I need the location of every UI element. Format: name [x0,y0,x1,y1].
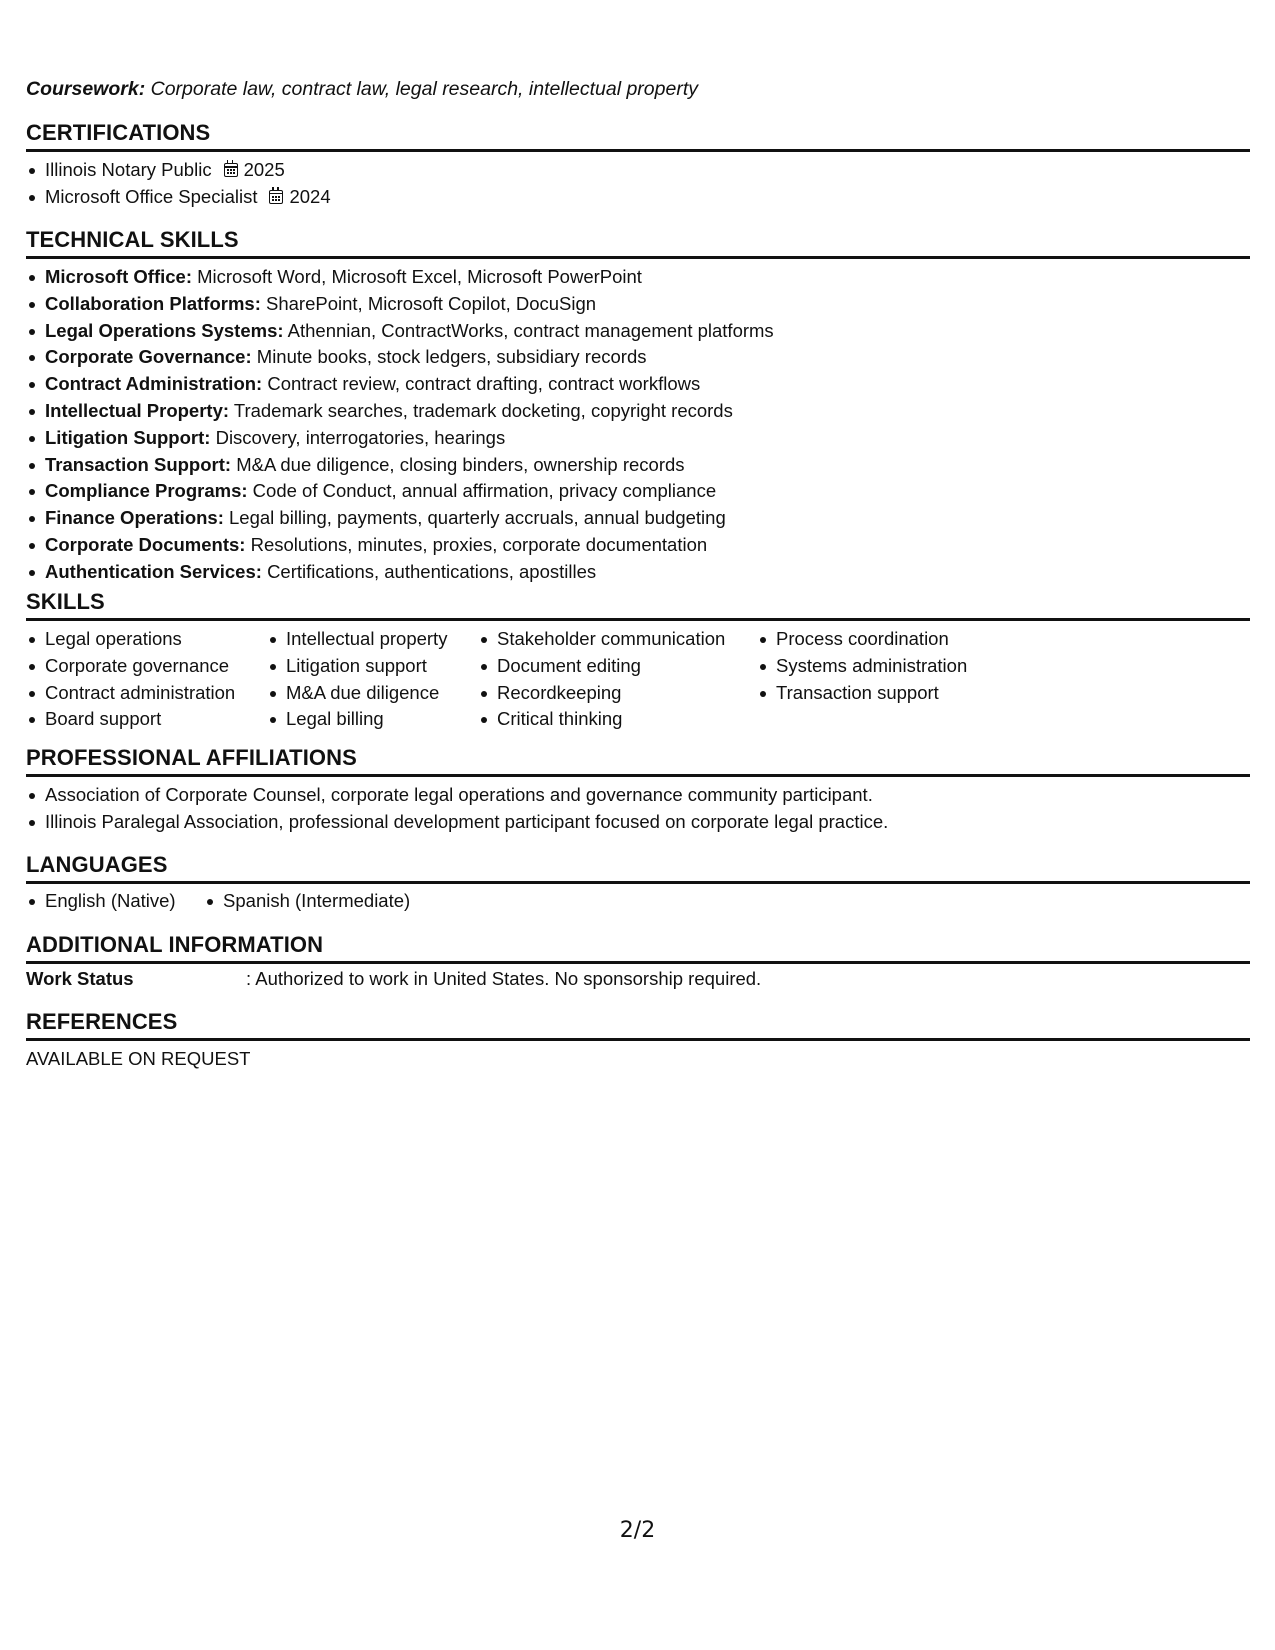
certification-year: 2024 [289,185,331,207]
certification-name: Illinois Notary Public [45,159,212,180]
coursework-text: Corporate law, contract law, legal research, intellectual property [150,78,698,100]
skill-item: Legal operations [26,626,235,653]
coursework-line [26,78,698,101]
calendar-icon [269,190,283,204]
certification-name: Microsoft Office Specialist [45,185,258,207]
technical-skill-label: Compliance Programs: [45,480,248,502]
certification-year: 2025 [243,159,285,180]
certifications-heading: CERTIFICATIONS [26,120,1250,152]
technical-skill-text: Trademark searches, trademark docketing, copyright records [233,399,733,421]
technical-skill-text: M&A due diligence, closing binders, ownership records [236,453,685,475]
technical-skill-item [26,344,774,371]
technical-skill-label: Finance Operations: [45,507,224,529]
skill-item: Intellectual property [267,626,447,653]
skill-item: Document editing [478,653,725,680]
additional-info-heading: ADDITIONAL INFORMATION [26,932,1250,964]
certifications-list [26,157,331,211]
technical-skill-text: Resolutions, minutes, proxies, corporate documentation [250,533,708,555]
work-status-label: Work Status [26,968,134,989]
skill-item: Board support [26,706,235,733]
technical-skills-list [26,264,774,586]
coursework-label: Coursework: [26,78,146,100]
affiliation-item: Association of Corporate Counsel, corporate legal operations and governance community participant. [26,782,888,809]
technical-skill-label: Corporate Documents: [45,533,246,555]
affiliations-list [26,782,888,836]
page-number: 2/2 [619,1518,656,1543]
technical-skill-text: Athennian, ContractWorks, contract management platforms [287,319,774,341]
technical-skill-text: Legal billing, payments, quarterly accruals, annual budgeting [229,507,726,529]
languages-list [26,888,434,915]
skill-item: Corporate governance [26,653,235,680]
technical-skill-text: Code of Conduct, annual affirmation, privacy compliance [252,480,717,502]
language-item: English (Native) [26,888,176,915]
skill-item: Systems administration [757,653,967,680]
technical-skill-item [26,291,774,318]
references-heading: REFERENCES [26,1009,1250,1041]
technical-skill-text: Discovery, interrogatories, hearings [215,426,506,448]
technical-skill-text: SharePoint, Microsoft Copilot, DocuSign [266,292,597,314]
skills-column-2 [267,626,447,733]
skill-item: Legal billing [267,706,447,733]
skill-item: Litigation support [267,653,447,680]
technical-skill-label: Contract Administration: [45,373,263,395]
certification-item [26,184,331,211]
technical-skill-item [26,398,774,425]
technical-skill-item [26,559,774,586]
technical-skill-text: Certifications, authentications, apostilles [267,560,597,582]
technical-skill-label: Intellectual Property: [45,399,230,421]
technical-skill-item [26,505,774,532]
technical-skill-text: Microsoft Word, Microsoft Excel, Microsoft PowerPoint [197,266,642,287]
calendar-icon [224,163,238,177]
technical-skill-item [26,318,774,345]
technical-skill-label: Microsoft Office: [45,266,192,287]
technical-skill-label: Collaboration Platforms: [45,292,261,314]
technical-skill-item [26,478,774,505]
technical-skill-label: Authentication Services: [45,560,262,582]
work-status-value: : Authorized to work in United States. No sponsorship required. [246,968,762,989]
affiliation-item: Illinois Paralegal Association, professional development participant focused on corporate legal practice. [26,809,888,836]
skill-item: Critical thinking [478,706,725,733]
work-status-row [26,968,1250,994]
technical-skill-item [26,532,774,559]
technical-skills-heading: TECHNICAL SKILLS [26,227,1250,259]
technical-skill-item [26,425,774,452]
skill-item: Contract administration [26,680,235,707]
skill-item: Process coordination [757,626,967,653]
skill-item: Transaction support [757,680,967,707]
references-text: AVAILABLE ON REQUEST [26,1048,251,1069]
technical-skill-text: Minute books, stock ledgers, subsidiary records [256,346,647,368]
skills-heading: SKILLS [26,589,1250,621]
languages-heading: LANGUAGES [26,852,1250,884]
technical-skill-item [26,264,774,291]
skill-item: M&A due diligence [267,680,447,707]
affiliations-heading: PROFESSIONAL AFFILIATIONS [26,745,1250,777]
technical-skill-text: Contract review, contract drafting, contract workflows [267,373,701,395]
skill-item: Stakeholder communication [478,626,725,653]
skill-item: Recordkeeping [478,680,725,707]
technical-skill-label: Litigation Support: [45,426,211,448]
skills-column-3 [478,626,725,733]
technical-skill-item [26,452,774,479]
technical-skill-label: Transaction Support: [45,453,232,475]
language-item: Spanish (Intermediate) [204,888,410,915]
skills-column-4 [757,626,967,706]
technical-skill-label: Legal Operations Systems: [45,319,284,341]
certification-item [26,157,331,184]
skills-column-1 [26,626,235,733]
technical-skill-item [26,371,774,398]
technical-skill-label: Corporate Governance: [45,346,252,368]
